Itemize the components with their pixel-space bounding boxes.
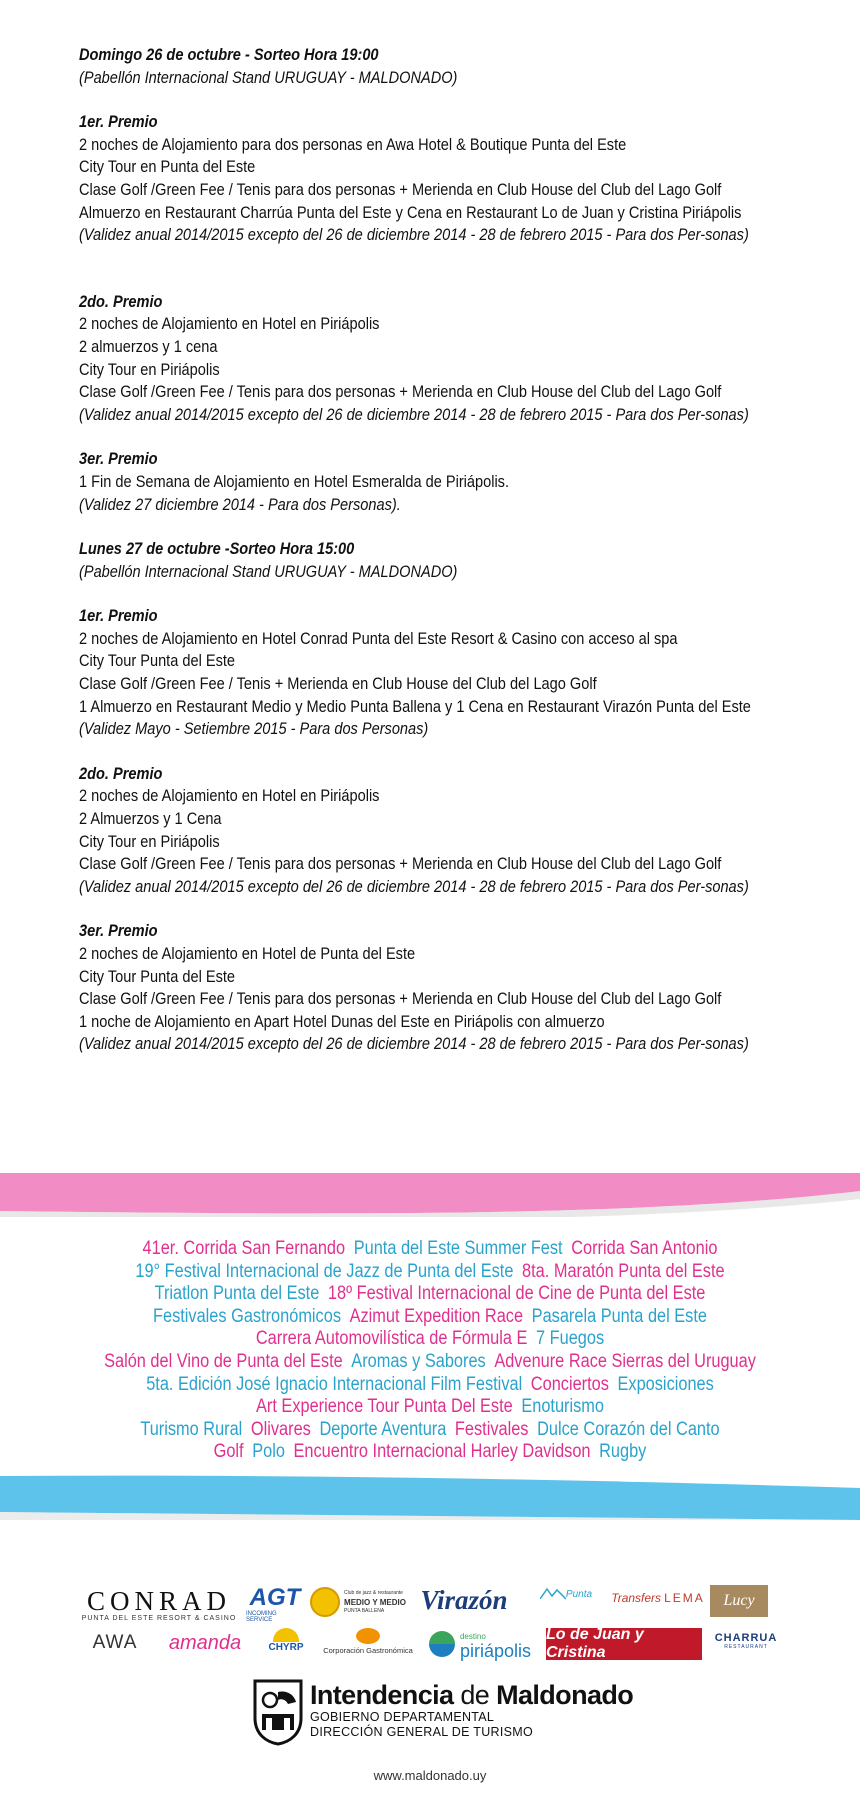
draw-day [79,44,799,89]
medio-y-medio-circle-icon [310,1587,340,1617]
draw-location: (Pabellón Internacional Stand URUGUAY - MALDONADO) [79,68,458,87]
event-item: Turismo Rural [140,1418,243,1440]
prize-line: Clase Golf /Green Fee / Tenis para dos personas + Merienda en Club House del Club del Lago Golf [79,383,722,402]
charrua-logo-name: CHARRUA [714,1632,778,1644]
event-item: Carrera Automovilística de Fórmula E [255,1328,528,1350]
intendencia-title [310,1680,633,1710]
chyrp-logo [256,1628,316,1653]
intendencia-subtitle-2: DIRECCIÓN GENERAL DE TURISMO [310,1725,534,1739]
draw-day [79,538,799,583]
events-line [60,1306,800,1329]
prize [79,920,799,1056]
draw-location: (Pabellón Internacional Stand URUGUAY - MALDONADO) [79,562,458,581]
conrad-logo [76,1587,242,1622]
events-line [60,1419,800,1442]
event-item: Art Experience Tour Punta Del Este [255,1396,513,1418]
prize-title: 2do. Premio [79,292,163,311]
prize-content [79,44,799,1078]
lo-de-juan-y-cristina-logo: Lo de Juan y Cristina [546,1628,702,1660]
draw-day-title: Lunes 27 de octubre -Sorteo Hora 15:00 [79,540,355,559]
prize-validity: (Validez 27 diciembre 2014 - Para dos Personas). [79,495,401,514]
prize-line: 2 noches de Alojamiento en Hotel en Piriápolis [79,787,380,806]
corporacion-gastronomica-logo [320,1628,416,1655]
prize-line: 1 noche de Alojamiento en Apart Hotel Dunas del Este en Piriápolis con almuerzo [79,1012,605,1031]
website-url: www.maldonado.uy [373,1768,487,1783]
agt-logo-name: AGT [249,1584,301,1611]
prize-line: 2 Almuerzos y 1 Cena [79,810,222,829]
intendencia-subtitle-1: GOBIERNO DEPARTAMENTAL [310,1710,495,1724]
event-item: Punta del Este Summer Fest [353,1238,563,1259]
intendencia-title-b: de [460,1680,497,1710]
prize [79,763,799,899]
maldonado-crest-icon [252,1678,304,1746]
prize-line: Clase Golf /Green Fee / Tenis para dos personas + Merienda en Club House del Club del Lago Golf [79,855,722,874]
waves-icon [540,1587,566,1601]
events-line [60,1351,800,1374]
amanda-logo: amanda [168,1632,242,1654]
prize-line: 2 noches de Alojamiento en Hotel de Punta del Este [79,945,416,963]
conrad-logo-sub: PUNTA DEL ESTE RESORT & CASINO [81,1615,237,1622]
draw-day-title: Domingo 26 de octubre - Sorteo Hora 19:00 [79,46,379,64]
prize [79,111,799,247]
prize-line: Almuerzo en Restaurant Charrúa Punta del Este y Cena en Restaurant Lo de Juan y Cristina Piriápolis [79,203,742,222]
intendencia-logo [252,1678,672,1760]
punta-logo [530,1587,602,1601]
prize-line: City Tour Punta del Este [79,652,236,671]
intendencia-title-c: Maldonado [496,1680,634,1710]
medio-y-medio-tagline: Club de jazz & restaurante [344,1589,403,1596]
corporacion-emblem-icon [356,1628,380,1644]
agt-logo [246,1585,304,1623]
prize-title: 3er. Premio [79,450,158,469]
event-item: 41er. Corrida San Fernando [142,1238,346,1259]
events-list [0,1238,860,1464]
prize [79,448,799,516]
event-item: Olivares [250,1418,311,1440]
prize-title: 3er. Premio [79,922,158,941]
event-item: 5ta. Edición José Ignacio Internacional Film Festival [146,1373,523,1395]
piriapolis-logo-b: piriápolis [459,1641,532,1661]
prize-line: Clase Golf /Green Fee / Tenis para dos personas + Merienda en Club House del Club del Lago Golf [79,180,722,199]
prize-line: 1 Almuerzo en Restaurant Medio y Medio Punta Ballena y 1 Cena en Restaurant Virazón Punta del Este [79,697,751,716]
prize-title: 2do. Premio [79,764,163,783]
lucy-logo: Lucy [710,1585,768,1617]
event-item: Azimut Expedition Race [349,1305,524,1327]
event-item: Rugby [599,1441,647,1463]
prize-title: 1er. Premio [79,607,158,626]
prize-line: 2 noches de Alojamiento en Hotel en Piriápolis [79,315,380,334]
event-item: Encuentro Internacional Harley Davidson [293,1441,591,1463]
awa-logo: AWA [92,1632,138,1653]
event-item: Pasarela Punta del Este [531,1305,707,1327]
prize-line: 1 Fin de Semana de Alojamiento en Hotel Esmeralda de Piriápolis. [79,472,510,491]
event-item: 7 Fuegos [535,1328,605,1350]
medio-y-medio-name: MEDIO Y MEDIO [344,1597,406,1607]
corporacion-logo-name: Corporación Gastronómica [323,1646,413,1655]
event-item: 19° Festival Internacional de Jazz de Punta del Este [135,1260,514,1282]
event-item: Advenure Race Sierras del Uruguay [494,1350,756,1372]
event-item: Triatlon Punta del Este [154,1283,320,1305]
lema-logo-a: Transfers [611,1591,662,1605]
prize-line: 2 noches de Alojamiento en Hotel Conrad Punta del Este Resort & Casino con acceso al spa [79,629,678,648]
event-item: Polo [252,1441,285,1463]
agt-logo-sub: INCOMING SERVICE [246,1611,277,1623]
medio-y-medio-logo [308,1587,408,1617]
prize-title: 1er. Premio [79,113,158,132]
virazon-logo: Virazón [420,1585,508,1615]
piriapolis-logo-a: destino [459,1632,486,1641]
prize-validity: (Validez anual 2014/2015 excepto del 26 de diciembre 2014 - 28 de febrero 2015 - Para dos Per-sonas) [79,405,749,424]
medio-y-medio-place: PUNTA BALLENA [344,1607,385,1614]
prize-validity: (Validez anual 2014/2015 excepto del 26 de diciembre 2014 - 28 de febrero 2015 - Para dos Per-sonas) [79,226,749,245]
prize-line: 2 almuerzos y 1 cena [79,337,218,356]
prize [79,605,799,741]
charrua-logo-sub: RESTAURANT [724,1644,768,1650]
prize-line: City Tour en Piriápolis [79,360,220,379]
event-item: Salón del Vino de Punta del Este [104,1350,343,1372]
sponsor-logos-row-1 [0,1585,860,1625]
event-item: Exposiciones [617,1373,714,1395]
prize-validity: (Validez anual 2014/2015 excepto del 26 de diciembre 2014 - 28 de febrero 2015 - Para dos Per-sonas) [79,877,749,896]
event-item: Enoturismo [521,1396,604,1418]
blue-wave-band [0,1474,860,1520]
prize-line: City Tour en Piriápolis [79,832,220,851]
pink-wave-band [0,1173,860,1217]
prize-validity: (Validez anual 2014/2015 excepto del 26 de diciembre 2014 - 28 de febrero 2015 - Para dos Per-sonas) [79,1035,749,1054]
punta-logo-name: Punta [565,1588,593,1600]
events-line [60,1238,800,1261]
prize-line: 2 noches de Alojamiento para dos personas en Awa Hotel & Boutique Punta del Este [79,135,627,154]
event-item: 18º Festival Internacional de Cine de Punta del Este [327,1283,706,1305]
events-line [60,1441,800,1464]
events-line [60,1374,800,1397]
prize-line: City Tour Punta del Este [79,967,236,986]
prize-line: Clase Golf /Green Fee / Tenis + Merienda en Club House del Club del Lago Golf [79,675,597,694]
events-line [60,1283,800,1306]
events-line [60,1261,800,1284]
sun-icon [273,1628,299,1642]
events-line [60,1328,800,1351]
destino-piriapolis-logo [426,1630,534,1661]
sponsor-logos-row-2 [0,1628,860,1668]
prize-validity: (Validez Mayo - Setiembre 2015 - Para dos Personas) [79,720,429,739]
event-item: Corrida San Antonio [571,1238,718,1259]
event-item: Festivales Gastronómicos [153,1305,341,1327]
conrad-logo-name: CONRAD [86,1586,231,1616]
event-item: Golf [213,1441,244,1463]
event-item: Deporte Aventura [319,1418,447,1440]
lema-logo-b: LEMA [664,1591,705,1605]
prize-line: Clase Golf /Green Fee / Tenis para dos personas + Merienda en Club House del Club del Lago Golf [79,990,722,1009]
event-item: Conciertos [530,1373,609,1395]
chyrp-logo-name: CHYRP [268,1642,304,1653]
charrua-logo [708,1632,784,1650]
transfers-lema-logo [612,1591,704,1605]
prize [79,291,799,427]
event-item: Dulce Corazón del Canto [537,1418,720,1440]
event-item: Aromas y Sabores [351,1350,486,1372]
globe-icon [429,1631,455,1657]
intendencia-title-a: Intendencia [310,1680,461,1710]
prize-line: City Tour en Punta del Este [79,158,256,177]
event-item: 8ta. Maratón Punta del Este [522,1260,725,1282]
events-line [60,1396,800,1419]
event-item: Festivales [454,1418,529,1440]
